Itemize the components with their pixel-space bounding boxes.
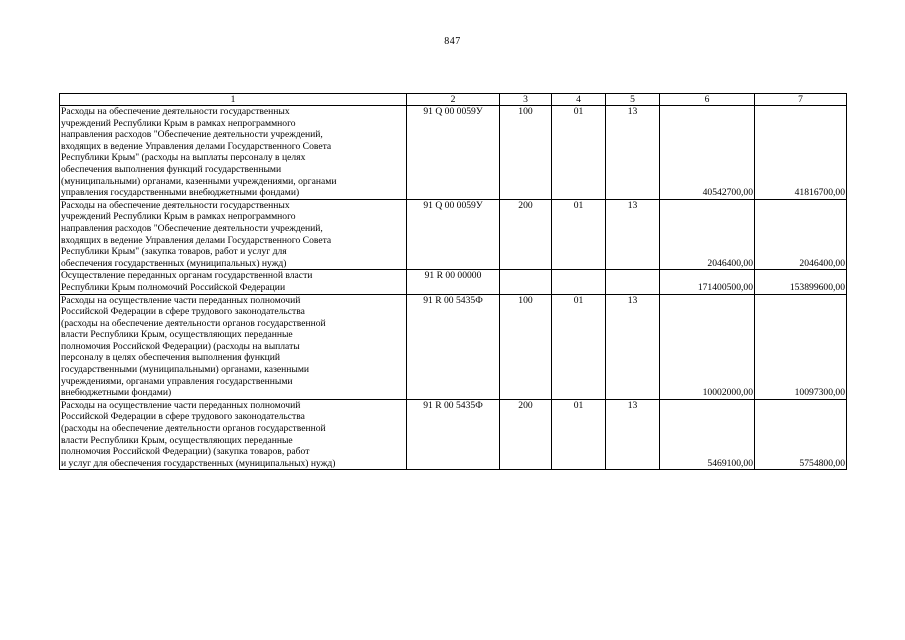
description-cell: Расходы на осуществление части переданных полномочий Российской Федерации в сфере трудового законодательства (расходы на обеспечение деятельности органов государственной власти Республики Крым, осуществляющих переданные полномочия Российской Федерации) (закупка товаров, работ и услуг для обеспечения государственных (муниципальных) нужд) (60, 399, 407, 470)
subsection-cell (606, 270, 660, 294)
header-cell-4: 4 (552, 94, 606, 106)
expense-type-cell (500, 270, 552, 294)
section-cell: 01 (552, 199, 606, 270)
subsection-cell: 13 (606, 106, 660, 200)
amount-year2-cell: 153899600,00 (755, 270, 847, 294)
table-row (60, 270, 847, 294)
amount-year1-cell: 171400500,00 (660, 270, 755, 294)
section-cell: 01 (552, 106, 606, 200)
description-cell: Расходы на обеспечение деятельности государственных учреждений Республики Крым в рамках непрограммного направления расходов "Обеспечение деятельности учреждений, входящих в ведение Управления делами Государственного Совета Республики Крым" (закупка товаров, работ и услуг для обеспечения государственных (муниципальных) нужд) (60, 199, 407, 270)
target-code-cell: 91 Q 00 0059У (407, 199, 500, 270)
header-cell-1: 1 (60, 94, 407, 106)
header-cell-5: 5 (606, 94, 660, 106)
target-code-cell: 91 R 00 5435Ф (407, 294, 500, 399)
budget-table (59, 93, 847, 470)
expense-type-cell: 200 (500, 399, 552, 470)
description-cell: Осуществление переданных органам государственной власти Республики Крым полномочий Российской Федерации (60, 270, 407, 294)
target-code-cell: 91 R 00 5435Ф (407, 399, 500, 470)
header-cell-2: 2 (407, 94, 500, 106)
section-cell: 01 (552, 399, 606, 470)
amount-year1-cell: 5469100,00 (660, 399, 755, 470)
subsection-cell: 13 (606, 199, 660, 270)
expense-type-cell: 100 (500, 294, 552, 399)
target-code-cell: 91 R 00 00000 (407, 270, 500, 294)
section-cell: 01 (552, 294, 606, 399)
header-cell-6: 6 (660, 94, 755, 106)
page-number: 847 (444, 36, 461, 47)
section-cell (552, 270, 606, 294)
amount-year2-cell: 5754800,00 (755, 399, 847, 470)
amount-year2-cell: 41816700,00 (755, 106, 847, 200)
amount-year2-cell: 10097300,00 (755, 294, 847, 399)
target-code-cell: 91 Q 00 0059У (407, 106, 500, 200)
header-cell-3: 3 (500, 94, 552, 106)
table-row (60, 294, 847, 399)
amount-year1-cell: 2046400,00 (660, 199, 755, 270)
subsection-cell: 13 (606, 399, 660, 470)
table-row (60, 106, 847, 200)
description-cell: Расходы на обеспечение деятельности государственных учреждений Республики Крым в рамках непрограммного направления расходов "Обеспечение деятельности учреждений, входящих в ведение Управления делами Государственного Совета Республики Крым" (расходы на выплаты персоналу в целях обеспечения выполнения функций государственными (муниципальными) органами, казенными учреждениями, органами управления государственными внебюджетными фондами) (60, 106, 407, 200)
description-cell: Расходы на осуществление части переданных полномочий Российской Федерации в сфере трудового законодательства (расходы на обеспечение деятельности органов государственной власти Республики Крым, осуществляющих переданные полномочия Российской Федерации) (расходы на выплаты персоналу в целях обеспечения выполнения функций государственными (муниципальными) органами, казенными учреждениями, органами управления государственными внебюджетными фондами) (60, 294, 407, 399)
amount-year1-cell: 40542700,00 (660, 106, 755, 200)
table-row (60, 399, 847, 470)
subsection-cell: 13 (606, 294, 660, 399)
header-row (60, 94, 847, 106)
header-cell-7: 7 (755, 94, 847, 106)
amount-year1-cell: 10002000,00 (660, 294, 755, 399)
expense-type-cell: 100 (500, 106, 552, 200)
expense-type-cell: 200 (500, 199, 552, 270)
amount-year2-cell: 2046400,00 (755, 199, 847, 270)
table-row (60, 199, 847, 270)
